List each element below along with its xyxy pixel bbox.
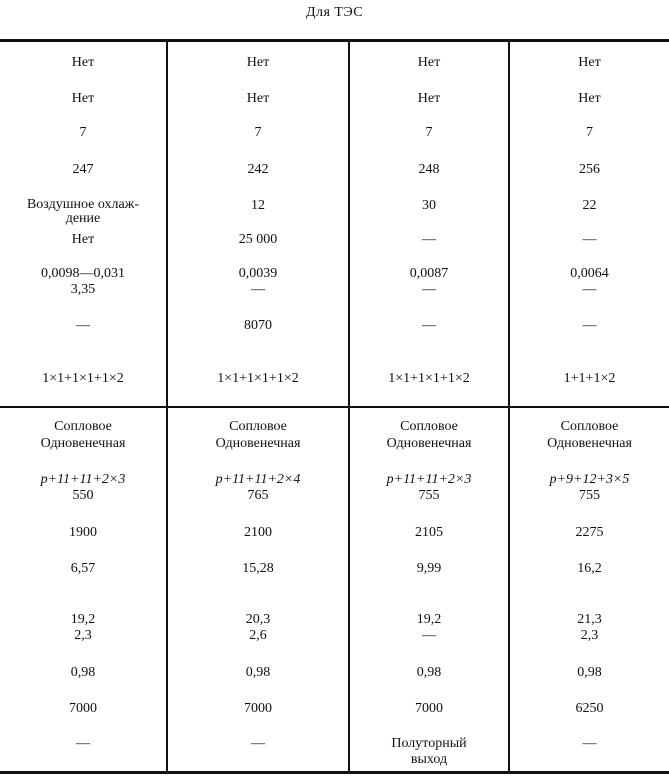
cell: Нет [578,55,601,70]
cell: 3,35 [70,282,96,297]
cell: 0,0039 [238,266,278,281]
cell: 6250 [575,701,604,716]
cell: — [422,232,436,247]
cell: 2,3 [74,628,92,643]
bottom-rule [0,771,669,774]
cell: 1×1+1×1+1×2 [42,371,124,386]
cell: 248 [418,162,440,177]
cell: 19,2 [416,612,442,627]
cell: 0,98 [577,665,602,680]
cell: p+9+12+3×5 [549,472,630,487]
cell: 0,0087 [409,266,449,281]
cell: 7000 [415,701,443,716]
cell: 2275 [575,525,604,540]
cell: — [422,628,436,643]
top-rule [0,39,669,42]
cell: Воздушное охлаж- дение [26,197,140,226]
cell: 755 [579,488,600,503]
cell: 755 [418,488,440,503]
cell: 8070 [244,318,272,333]
cell: — [251,736,265,751]
cell: Нет [417,55,441,70]
cell: — [582,736,597,751]
cell: — [582,232,597,247]
cell: p+11+11+2×3 [386,472,472,487]
cell: 2105 [415,525,443,540]
cell: 2,3 [580,628,599,643]
cell: 7 [79,125,87,140]
cell: 7 [586,125,593,140]
column-divider-2 [348,40,350,771]
cell: 247 [72,162,94,177]
cell: Нет [578,91,601,106]
cell: 0,98 [245,665,271,680]
cell: 21,3 [577,612,602,627]
cell: Сопловое [54,419,112,434]
cell: 7000 [244,701,272,716]
cell: — [422,318,436,333]
cell: — [582,318,597,333]
cell: 2100 [244,525,272,540]
cell: Одновенечная [386,436,472,451]
table-heading: Для ТЭС [305,5,364,20]
cell: Нет [71,232,95,247]
cell: 7 [254,125,262,140]
cell: — [76,736,90,751]
cell: 1×1+1×1+1×2 [388,371,470,386]
cell: 256 [579,162,600,177]
cell: 242 [247,162,269,177]
cell: Сопловое [560,419,619,434]
cell: 25 000 [238,232,278,247]
cell: 19,2 [70,612,96,627]
cell: — [76,318,90,333]
cell: p+11+11+2×3 [40,472,126,487]
cell: 0,0098—0,031 [41,266,125,281]
cell: — [582,282,597,297]
cell: 0,98 [416,665,442,680]
cell: 7000 [69,701,97,716]
cell: 12 [251,198,265,213]
cell: 15,28 [242,561,274,576]
cell: Одновенечная [40,436,126,451]
cell: — [422,282,436,297]
cell: 2,6 [249,628,267,643]
cell: — [251,282,265,297]
cell: Одновенечная [547,436,632,451]
cell: 22 [582,198,597,213]
cell: 7 [425,125,433,140]
cell: Одновенечная [215,436,301,451]
cell: Нет [246,91,270,106]
cell: 9,99 [416,561,442,576]
column-divider-1 [166,40,168,771]
cell: Нет [71,91,95,106]
cell: 1×1+1×1+1×2 [217,371,299,386]
cell: 1900 [69,525,97,540]
cell: p+11+11+2×4 [215,472,301,487]
cell: 16,2 [577,561,602,576]
cell: 6,57 [70,561,96,576]
column-divider-3 [508,40,510,771]
cell: 765 [247,488,269,503]
cell: 1+1+1×2 [563,371,616,386]
cell: Нет [71,55,95,70]
cell: Нет [417,91,441,106]
cell: 30 [422,198,436,213]
middle-rule [0,406,669,408]
cell: 550 [72,488,94,503]
cell: 0,98 [70,665,96,680]
cell: 0,0064 [570,266,609,281]
cell: Сопловое [229,419,287,434]
cell: Нет [246,55,270,70]
cell: Сопловое [400,419,458,434]
cell: 20,3 [245,612,271,627]
cell: Полуторный выход [391,736,467,767]
